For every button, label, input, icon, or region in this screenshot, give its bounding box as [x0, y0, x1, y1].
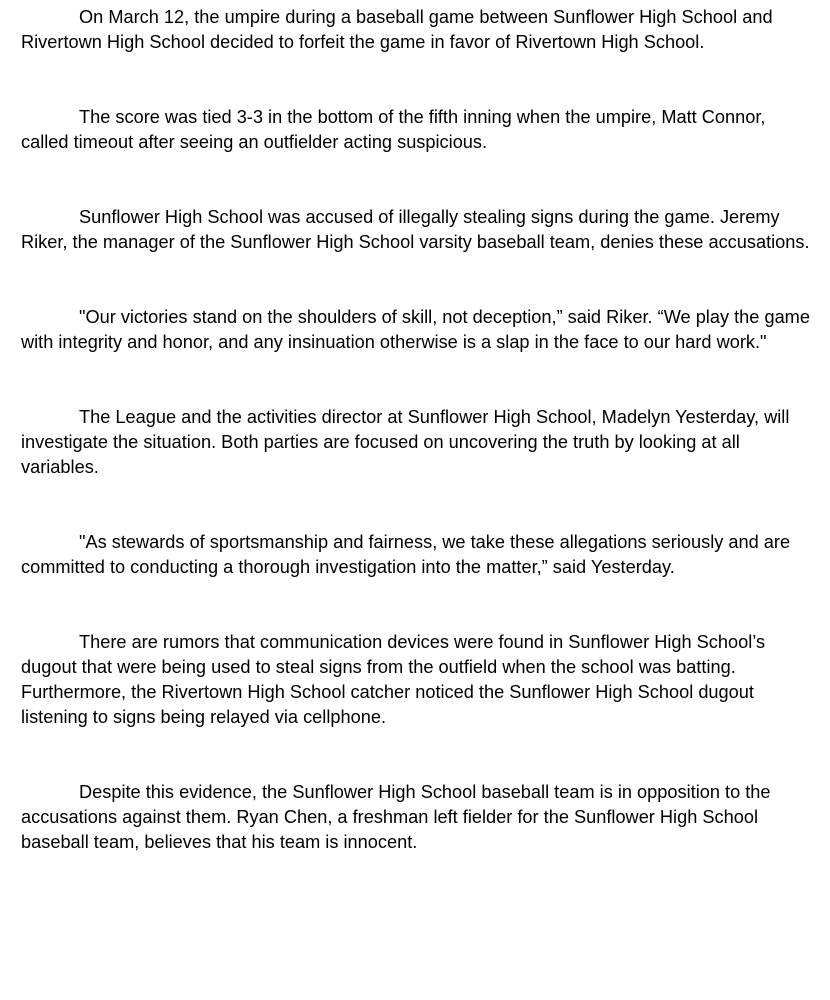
paragraph-score: The score was tied 3-3 in the bottom of the fifth inning when the umpire, Matt Connor, called timeout after seeing an outfielder acting suspicious. [21, 107, 766, 152]
paragraph-accusation: Sunflower High School was accused of illegally stealing signs during the game. Jeremy Riker, the manager of the Sunflower High School varsity baseball team, denies these accusations. [21, 207, 810, 252]
paragraph-investigation: The League and the activities director at Sunflower High School, Madelyn Yesterday, will investigate the situation. Both parties are focused on uncovering the truth by looking at all variables. [21, 407, 790, 477]
paragraph-opposition: Despite this evidence, the Sunflower High School baseball team is in opposition to the accusations against them. Ryan Chen, a freshman left fielder for the Sunflower High School baseball team, believes that his team is innocent. [21, 782, 771, 852]
paragraph-riker-quote: "Our victories stand on the shoulders of skill, not deception,” said Riker. “We play the game with integrity and honor, and any insinuation otherwise is a slap in the face to our hard work." [21, 307, 810, 352]
paragraph-forfeit: On March 12, the umpire during a baseball game between Sunflower High School and Rivertown High School decided to forfeit the game in favor of Rivertown High School. [21, 7, 773, 52]
paragraph-rumors: There are rumors that communication devices were found in Sunflower High School’s dugout that were being used to steal signs from the outfield when the school was batting. Furthermore, the Rivertown High School catcher noticed the Sunflower High School dugout listening to signs being relayed via cellphone. [21, 632, 766, 727]
paragraph-yesterday-quote: "As stewards of sportsmanship and fairness, we take these allegations seriously and are committed to conducting a thorough investigation into the matter,” said Yesterday. [21, 532, 791, 577]
document-body [21, 5, 811, 855]
